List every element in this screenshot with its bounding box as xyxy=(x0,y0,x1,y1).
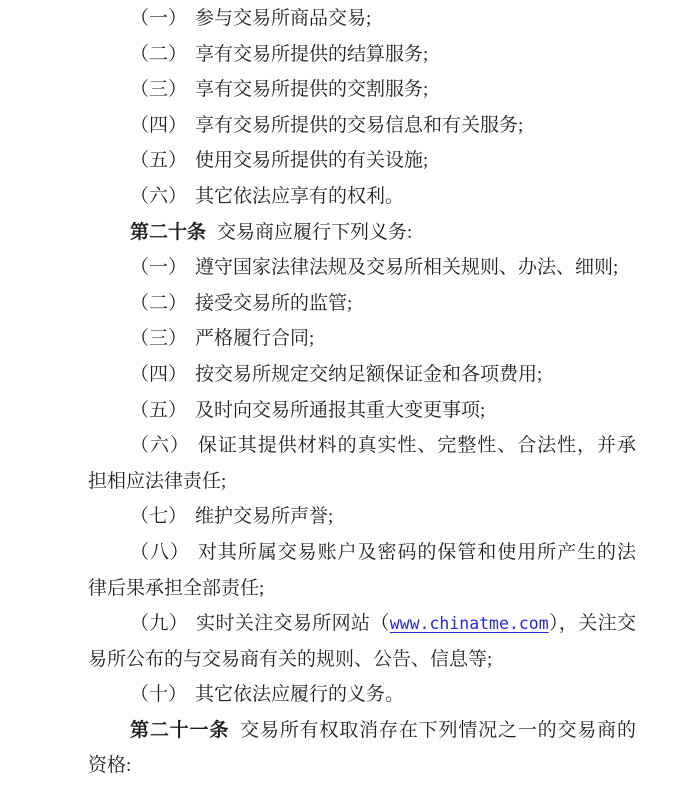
list-item-marker: （六） xyxy=(130,185,188,207)
text-line xyxy=(88,72,636,108)
line-text: 交易商应履行下列义务: xyxy=(217,221,413,243)
line-text: 易所公布的与交易商有关的规则、公告、信息等; xyxy=(88,648,493,670)
article-number: 第二十条 xyxy=(130,221,207,243)
text-line xyxy=(88,215,636,251)
line-text: 严格履行合同; xyxy=(195,328,315,350)
list-item-marker: （十） xyxy=(130,684,188,706)
line-text: 享有交易所提供的交割服务; xyxy=(195,79,429,101)
line-text: 参与交易所商品交易; xyxy=(195,8,372,29)
list-item-marker: （三） xyxy=(130,79,188,101)
list-item-marker: （八） xyxy=(130,541,190,563)
line-text: 及时向交易所通报其重大变更事项; xyxy=(195,399,486,421)
text-line xyxy=(88,108,636,144)
text-line xyxy=(88,321,636,357)
line-text: ），关注交 xyxy=(548,613,636,635)
text-line xyxy=(88,535,636,571)
text-line xyxy=(88,286,636,322)
text-line xyxy=(88,464,636,500)
list-item-marker: （一） xyxy=(130,8,188,29)
line-text: 接受交易所的监管; xyxy=(195,292,353,314)
list-item-marker: （九） xyxy=(130,613,189,635)
line-text: 使用交易所提供的有关设施; xyxy=(195,150,429,172)
list-item-marker: （六） xyxy=(130,435,190,457)
list-item-marker: （二） xyxy=(130,292,188,314)
exchange-website-link[interactable]: www.chinatme.com xyxy=(389,614,549,634)
line-text: 维护交易所声誉; xyxy=(195,506,334,528)
text-line xyxy=(88,357,636,393)
line-text: 享有交易所提供的结算服务; xyxy=(195,43,429,65)
text-line xyxy=(88,713,636,749)
line-text: 资格: xyxy=(88,755,132,777)
text-line xyxy=(88,571,636,607)
line-text: 其它依法应履行的义务。 xyxy=(195,684,405,706)
line-text: 担相应法律责任; xyxy=(88,470,227,492)
list-item-marker: （四） xyxy=(130,363,188,385)
text-line xyxy=(88,1,636,37)
list-item-marker: （二） xyxy=(130,43,188,65)
line-text: 享有交易所提供的交易信息和有关服务; xyxy=(195,114,524,136)
article-number: 第二十一条 xyxy=(130,719,230,741)
text-line xyxy=(88,748,636,784)
list-item-marker: （七） xyxy=(130,506,188,528)
list-item-marker: （四） xyxy=(130,114,188,136)
line-text: 保证其提供材料的真实性、完整性、合法性，并承 xyxy=(197,435,636,457)
text-line xyxy=(88,499,636,535)
text-line xyxy=(88,179,636,215)
text-line xyxy=(88,37,636,73)
list-item-marker: （五） xyxy=(130,150,188,172)
text-line xyxy=(88,250,636,286)
text-line xyxy=(88,428,636,464)
list-item-marker: （五） xyxy=(130,399,188,421)
line-text: 其它依法应享有的权利。 xyxy=(195,185,405,207)
line-text: 实时关注交易所网站（ xyxy=(196,613,390,635)
line-text: 律后果承担全部责任; xyxy=(88,577,265,599)
text-line xyxy=(88,642,636,678)
line-text: 交易所有权取消存在下列情况之一的交易商的 xyxy=(240,719,636,741)
line-text: 遵守国家法律法规及交易所相关规则、办法、细则; xyxy=(195,257,619,279)
text-line xyxy=(88,143,636,179)
text-line xyxy=(88,606,636,642)
list-item-marker: （三） xyxy=(130,328,188,350)
line-text: 按交易所规定交纳足额保证金和各项费用; xyxy=(195,363,543,385)
line-text: 对其所属交易账户及密码的保管和使用所产生的法 xyxy=(197,541,636,563)
text-line xyxy=(88,677,636,713)
text-line xyxy=(88,393,636,429)
list-item-marker: （一） xyxy=(130,257,188,279)
